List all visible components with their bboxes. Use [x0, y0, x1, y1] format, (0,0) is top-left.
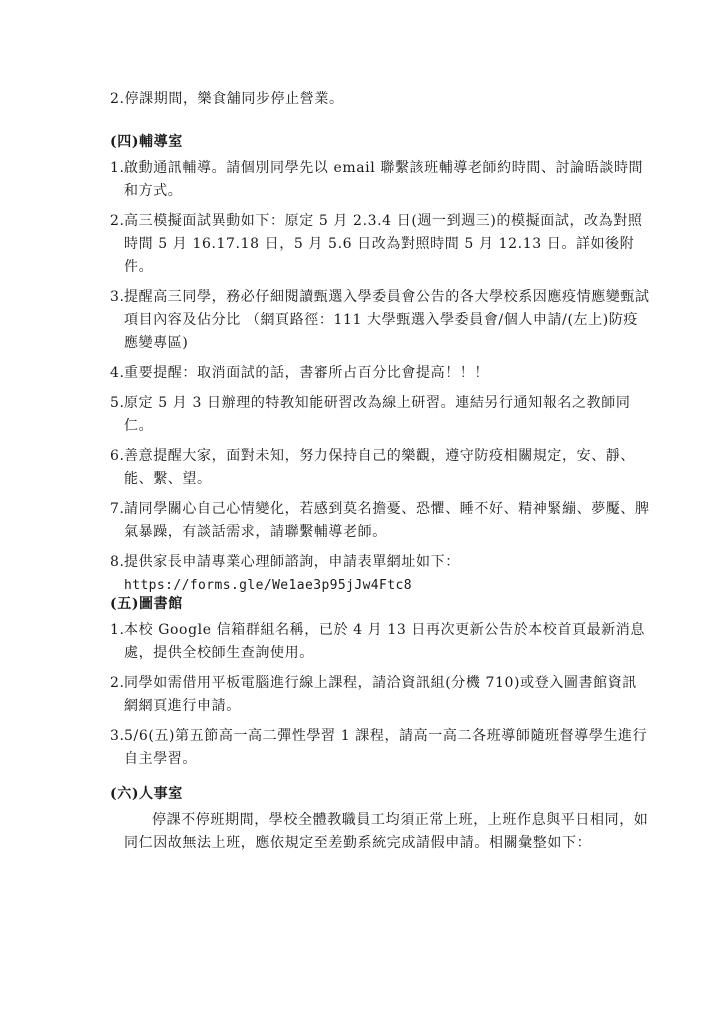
item-text: 善意提醒大家，面對未知，努力保持自己的樂觀，遵守防疫相關規定，安、靜、能、繫、望。 [124, 448, 635, 487]
list-item [110, 551, 650, 597]
item-text: 高三模擬面試異動如下：原定 5 月 2.3.4 日(週一到週三)的模擬面試，改為對照時間 5 月 16.17.18 日，5 月 5.6 日改為對照時間 5 月 12.13 日。詳如後附件。 [124, 213, 643, 275]
section-title: (五)圖書館 [110, 596, 183, 612]
item-number: 5. [110, 395, 125, 411]
item-number: 1. [110, 160, 125, 176]
form-url-link[interactable]: https://forms.gle/We1ae3p95jJw4Ftc8 [124, 578, 412, 593]
list-item [110, 362, 650, 385]
section-library [110, 593, 650, 778]
item-text: 請同學關心自己心情變化，若感到莫名擔憂、恐懼、睡不好、精神緊繃、夢魘、脾氣暴躁，有談話需求，請聯繫輔導老師。 [124, 501, 650, 540]
item-text: 5/6(五)第五節高一高二彈性學習 1 課程，請高一高二各班導師隨班督導學生進行自主學習。 [124, 728, 648, 767]
list-item [110, 619, 650, 665]
item-number: 8. [110, 554, 125, 570]
item-number: 2. [110, 675, 125, 691]
list-item [110, 392, 650, 438]
item-text: 提醒高三同學，務必仔細閱讀甄選入學委員會公告的各大學校系因應疫情應變甄試項目內容及佔分比 （網頁路徑：111 大學甄選入學委員會/個人申請/(左上)防疫應變專區) [124, 289, 650, 351]
personnel-paragraph: 停課不停班期間，學校全體教職員工均須正常上班，上班作息與平日相同，如同仁因故無法上班，應依規定至差勤系統完成請假申請。相關彙整如下： [124, 812, 649, 851]
section-title: (六)人事室 [110, 786, 183, 802]
list-item [110, 286, 650, 355]
list-item [110, 725, 650, 771]
item-text [124, 551, 650, 597]
list-item [110, 210, 650, 279]
list-item [110, 445, 650, 491]
item-text: 原定 5 月 3 日辦理的特教知能研習改為線上研習。連結另行通知報名之教師同仁。 [124, 395, 631, 434]
item-number: 6. [110, 448, 125, 464]
item-text: 啟動通訊輔導。請個別同學先以 email 聯繫該班輔導老師約時間、討論晤談時間和方式。 [124, 160, 644, 199]
item-text: 同學如需借用平板電腦進行線上課程，請洽資訊組(分機 710)或登入圖書館資訊網網頁進行申請。 [124, 675, 637, 714]
item-number: 7. [110, 501, 125, 517]
intro-line: 2.停課期間，樂食舖同步停止營業。 [110, 91, 344, 107]
section-title: (四)輔導室 [110, 134, 183, 150]
item-text: 重要提醒：取消面試的話，書審所占百分比會提高！！！ [124, 365, 489, 381]
item-number: 1. [110, 622, 125, 638]
item-number: 2. [110, 213, 125, 229]
item-text: 本校 Google 信箱群組名稱，已於 4 月 13 日再次更新公告於本校首頁最新消息處，提供全校師生查詢使用。 [124, 622, 645, 661]
item-number: 3. [110, 728, 125, 744]
section-counseling-office [110, 131, 650, 604]
list-item [110, 672, 650, 718]
section-personnel-office [110, 783, 650, 855]
item-number: 3. [110, 289, 125, 305]
list-item [110, 498, 650, 544]
list-item [110, 157, 650, 203]
item-number: 4. [110, 365, 125, 381]
item-text-body: 提供家長申請專業心理師諮詢，申請表單網址如下： [124, 554, 460, 570]
